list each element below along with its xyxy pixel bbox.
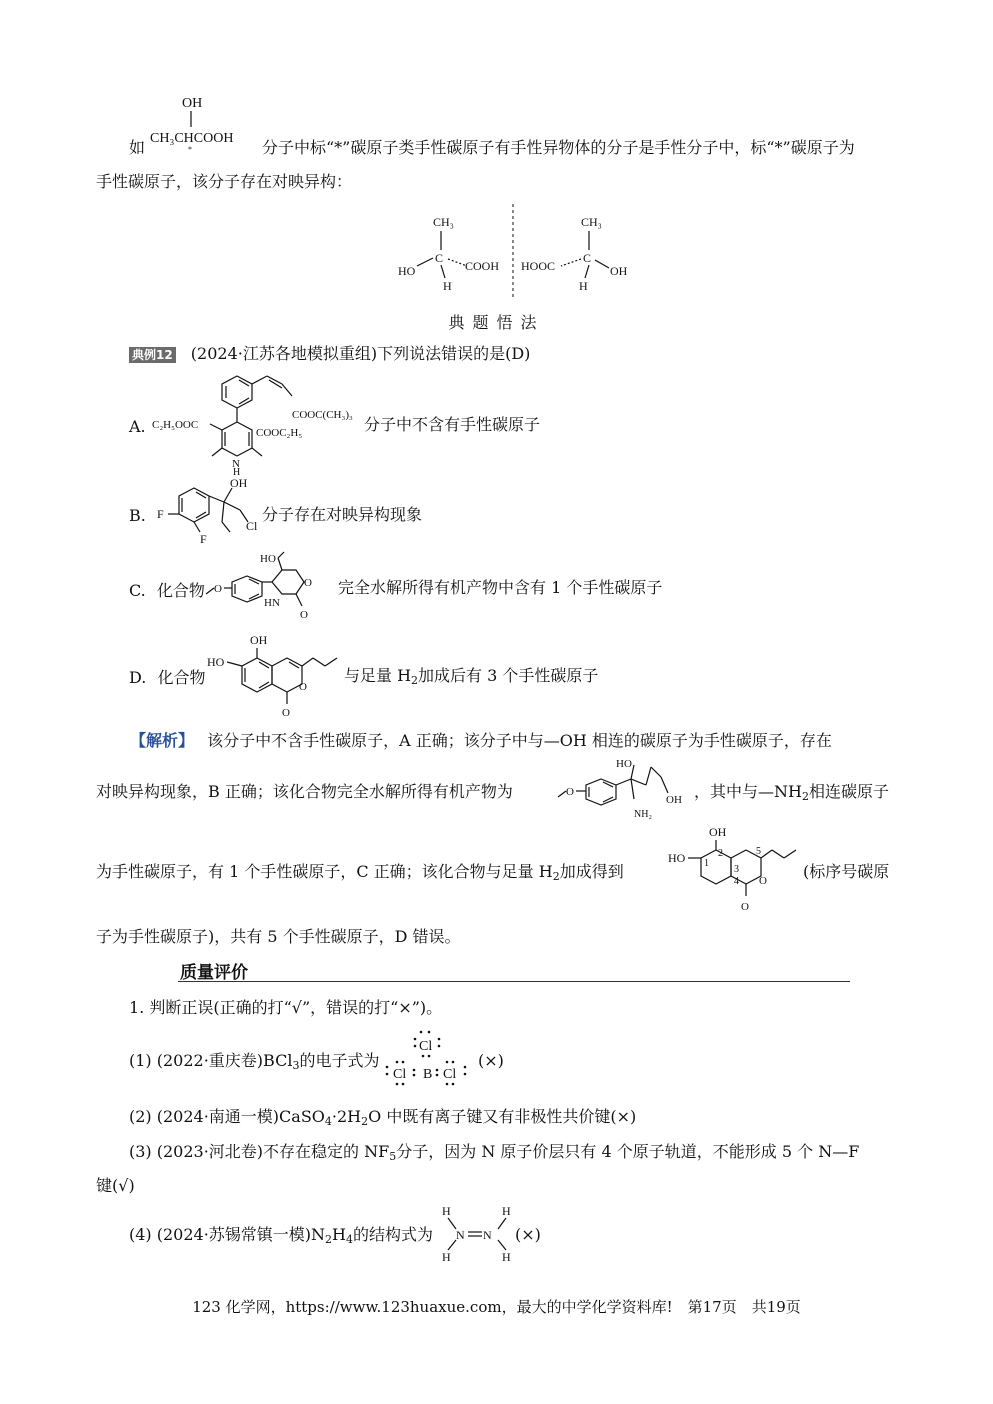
svg-text:Cl: Cl [393, 1067, 407, 1082]
right-hooc: HOOC [521, 259, 556, 273]
svg-text:B: B [423, 1067, 433, 1082]
svg-text:H: H [442, 1204, 451, 1218]
quality-divider [178, 981, 850, 982]
right-ch3: CH₃ [581, 215, 602, 229]
example-stem-text: (2024·江苏各地模拟重组)下列说法错误的是(D) [190, 344, 531, 363]
right-h: H [579, 279, 588, 293]
svg-text:N: N [232, 458, 240, 470]
intro-prefix: 如 [129, 138, 146, 157]
svg-text:HO: HO [668, 851, 686, 865]
quality-item-1: (1) (2022·重庆卷)BCl$_3$的电子式为 [129, 1051, 380, 1072]
option-a-text: 分子中不含有手性碳原子 [364, 415, 541, 434]
left-ho: HO [398, 264, 416, 278]
example-stem [129, 343, 530, 365]
left-h: H [443, 279, 452, 293]
svg-text:COOC(CH₃)₃: COOC(CH₃)₃ [292, 409, 353, 421]
svg-text:H: H [442, 1250, 451, 1264]
page-footer: 123 化学网，https://www.123huaxue.com，最大的中学化学资料库! 第17页 共19页 [192, 1298, 801, 1316]
analysis-line-3: 为手性碳原子，有 1 个手性碳原子，C 正确；该化合物与足量 $H_2$加成得到 [96, 862, 624, 883]
quality-item-1-mark: (×) [478, 1051, 504, 1070]
option-a-label: A. [129, 417, 146, 436]
svg-text:O: O [299, 681, 307, 693]
svg-text:H: H [502, 1204, 511, 1218]
svg-text:2: 2 [718, 848, 723, 859]
intro-line-1 [129, 137, 145, 159]
svg-text:Cl: Cl [443, 1067, 457, 1082]
svg-text:NH₂: NH₂ [634, 809, 652, 820]
option-d-label: D. 化合物 [129, 668, 206, 687]
example-tag: 典例12 [129, 347, 176, 363]
svg-text:F: F [157, 507, 164, 521]
svg-text:*: * [188, 145, 192, 154]
quality-item-3-line-1: (3) (2023·河北卷)不存在稳定的 $NF_5$分子，因为 N 原子价层只有 4 个原子轨道，不能形成 5 个 N—F [129, 1142, 860, 1163]
quality-title: 质量评价 [180, 963, 248, 983]
intro-text1: 分子中标“*”碳原子类手性碳原子有手性异物体的分子是手性分子中，标“*”碳原子为 [262, 138, 855, 157]
svg-text:COOC₂H₅: COOC₂H₅ [256, 427, 303, 439]
option-b-text: 分子存在对映异构现象 [262, 505, 423, 524]
svg-text:OH: OH [230, 476, 248, 490]
quality-item-2: (2) (2024·南通一模)$CaSO_4\cdot 2H_2O$ 中既有离子键又有非极性共价键(×) [129, 1107, 637, 1128]
analysis-line-2: 对映异构现象，B 正确；该化合物完全水解所得有机产物为 [96, 782, 513, 801]
svg-text:O: O [300, 609, 308, 621]
svg-text:4: 4 [734, 876, 739, 887]
quality-q1: 1. 判断正误(正确的打“√”，错误的打“×”)。 [129, 998, 443, 1017]
analysis-line-4: 子为手性碳原子)，共有 5 个手性碳原子，D 错误。 [96, 927, 461, 946]
analysis-hydrolysis-product [556, 755, 706, 823]
option-d-text: 与足量 $H_2$加成后有 3 个手性碳原子 [344, 666, 599, 687]
svg-text:O: O [214, 583, 222, 595]
section-heading-dianti [0, 310, 993, 333]
option-c-text: 完全水解所得有机产物中含有 1 个手性碳原子 [338, 578, 663, 597]
svg-text:Cl: Cl [246, 519, 258, 533]
analysis-label: 【解析】 [130, 731, 195, 750]
quality-item-4-mark: (×) [515, 1225, 541, 1244]
svg-text:OH: OH [250, 633, 268, 647]
option-b-structure [152, 476, 267, 546]
enantiomers-figure [395, 204, 640, 299]
right-c: C [583, 251, 592, 265]
intro-text-1 [262, 137, 855, 159]
option-d-structure [205, 630, 345, 720]
svg-text:N: N [483, 1228, 492, 1242]
left-ch3: CH₃ [433, 215, 454, 229]
svg-text:1: 1 [704, 858, 709, 869]
svg-text:H: H [233, 467, 241, 475]
section-heading-text: 典题悟法 [448, 313, 545, 332]
quality-item-4: (4) (2024·苏锡常镇一模)$N_2H_4$的结构式为 [129, 1225, 434, 1246]
svg-text:H: H [502, 1250, 511, 1264]
svg-text:OH: OH [709, 825, 727, 839]
option-c-label: C. 化合物 [129, 581, 205, 600]
svg-text:N: N [456, 1228, 465, 1242]
svg-text:HO: HO [207, 655, 225, 669]
svg-text:HN: HN [264, 597, 280, 609]
option-b-label: B. [129, 506, 146, 525]
svg-text:O: O [304, 577, 312, 589]
svg-text:Cl: Cl [419, 1039, 433, 1054]
left-cooh: COOH [465, 259, 500, 273]
svg-text:C₂H₅OOC: C₂H₅OOC [152, 419, 199, 431]
lactic-acid-structure [148, 92, 268, 154]
mol-oh-label: OH [182, 96, 203, 111]
intro-text2: 手性碳原子，该分子存在对映异构： [96, 172, 353, 191]
svg-text:O: O [282, 707, 290, 719]
svg-text:3: 3 [734, 864, 739, 875]
analysis-hydrogenation-product [666, 822, 806, 917]
right-oh: OH [610, 264, 628, 278]
quality-item-3-line-2: 键(√) [96, 1176, 135, 1195]
svg-text:O: O [741, 901, 749, 913]
option-c-structure [204, 548, 339, 623]
bcl3-electron-formula [383, 1026, 473, 1090]
analysis-line-3-end: (标序号碳原 [803, 862, 890, 881]
left-c: C [435, 251, 444, 265]
svg-text:HO: HO [260, 553, 276, 565]
analysis-line-2-end: ，其中与$—NH_2$相连碳原子 [694, 782, 889, 803]
intro-text-2 [96, 171, 352, 193]
option-a-structure [152, 370, 367, 475]
analysis-line-1: 【解析】 该分子中不含手性碳原子，A 正确；该分子中与—OH 相连的碳原子为手性碳原子，存在 [130, 731, 832, 750]
svg-text:O: O [566, 786, 574, 798]
svg-text:O: O [759, 875, 767, 887]
svg-text:5: 5 [756, 846, 761, 857]
mol-formula-label: CH₃CHCOOH [150, 131, 234, 146]
svg-text:HO: HO [616, 758, 632, 770]
n2h4-structure [440, 1203, 515, 1265]
svg-text:OH: OH [666, 794, 682, 806]
svg-text:F: F [200, 532, 207, 546]
